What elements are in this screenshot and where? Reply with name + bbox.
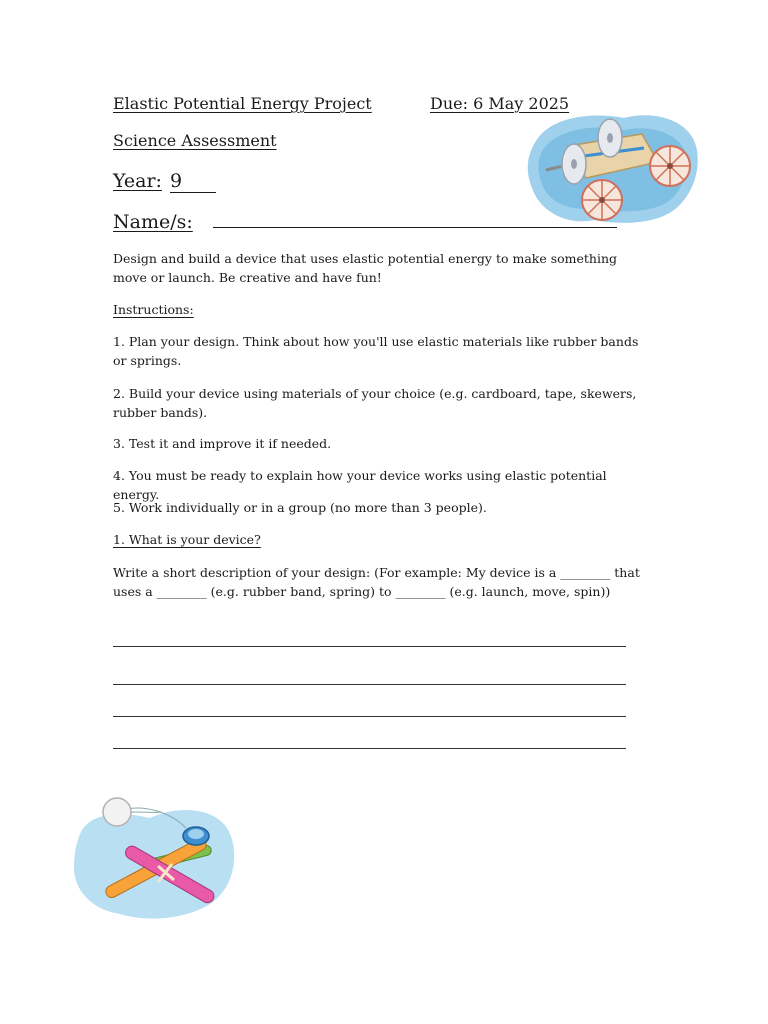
question-1-prompt: Write a short description of your design: (For example: My device is a ________ that uses a ________ (e.g. rubber band, spring) to ________ (e.g. launch, move, spin)) — [113, 565, 640, 599]
year-value: 9 — [170, 170, 183, 192]
instructions-heading: Instructions: — [113, 302, 194, 317]
instruction-item-3: 3. Test it and improve it if needed. — [113, 436, 332, 451]
project-title: Elastic Potential Energy Project — [113, 94, 372, 113]
year-field — [113, 170, 216, 193]
year-blank[interactable] — [170, 170, 216, 193]
car-wheel-front-right — [650, 146, 690, 186]
assessment-subtitle: Science Assessment — [113, 131, 277, 150]
intro-paragraph: Design and build a device that uses elastic potential energy to make something move or launch. Be creative and have fun! — [113, 251, 618, 285]
instruction-item-1: 1. Plan your design. Think about how you'll use elastic materials like rubber bands or springs. — [113, 334, 639, 368]
name-label: Name/s: — [113, 211, 193, 233]
question-1-heading: 1. What is your device? — [113, 532, 261, 547]
year-label: Year: — [113, 170, 162, 192]
ball — [103, 798, 131, 826]
instruction-item-5: 5. Work individually or in a group (no more than 3 people). — [113, 500, 487, 515]
instruction-item-2: 2. Build your device using materials of your choice (e.g. cardboard, tape, skewers, rubber bands). — [113, 386, 637, 420]
car-wheel-front-left — [582, 180, 622, 220]
instruction-item-4: 4. You must be ready to explain how your device works using elastic potential energy. — [113, 468, 607, 502]
due-date: Due: 6 May 2025 — [430, 94, 570, 113]
answer-line-1[interactable] — [113, 646, 626, 647]
car-wheel-back-left — [562, 144, 586, 184]
answer-line-4[interactable] — [113, 748, 626, 749]
answer-line-3[interactable] — [113, 716, 626, 717]
popsicle-stick-catapult-illustration — [70, 794, 240, 924]
car-wheel-back-right — [598, 119, 622, 157]
rubber-band-car-illustration — [524, 108, 702, 230]
answer-line-2[interactable] — [113, 684, 626, 685]
